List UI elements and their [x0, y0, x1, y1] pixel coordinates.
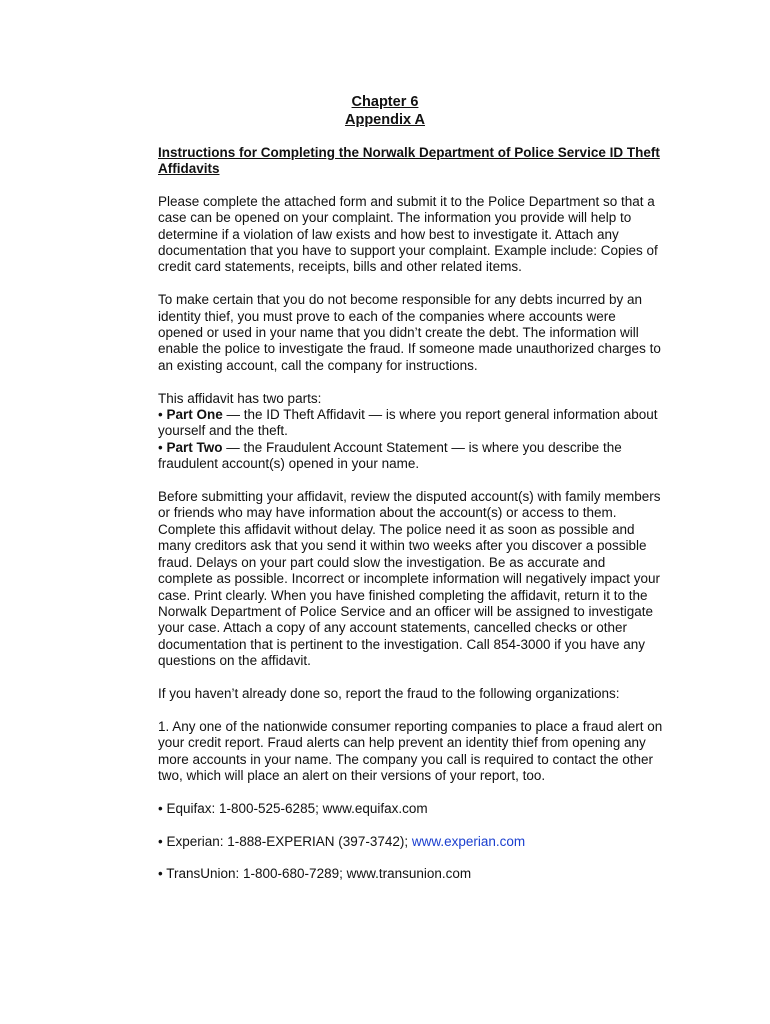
bullet-glyph: • [158, 407, 167, 423]
parts-intro: This affidavit has two parts: [158, 390, 322, 406]
appendix-title: Appendix A [344, 112, 426, 128]
paragraph-complete-form: Please complete the attached form and submit it to the Police Department so that a case can be opened on your complaint. The information you provide will help to determine if a violation of law exists and how best to investigate it. Attach any documentation that you have to support your complaint. Example include: Copies of credit card statements, receipts, bills and other related items. [158, 193, 658, 275]
chapter-title: Chapter 6 [351, 94, 419, 110]
bureau-equifax: • Equifax: 1-800-525-6285; www.equifax.com [158, 800, 428, 816]
paragraph-report-fraud: If you haven’t already done so, report the fraud to the following organizations: [158, 685, 620, 701]
experian-details: • Experian: 1-888-EXPERIAN (397-3742); [158, 833, 412, 849]
part-two-text: — the Fraudulent Account Statement — is where you describe the fraudulent account(s) opened in your name. [158, 439, 622, 472]
paragraph-make-certain: To make certain that you do not become responsible for any debts incurred by an identity thief, you must prove to each of the companies where accounts were opened or used in your name that you didn’t create the debt. The information will enable the police to investigate the fraud. If someone made unauthorized charges to an existing account, call the company for instructions. [158, 292, 661, 373]
document-body [158, 145, 663, 899]
title-block [0, 93, 770, 129]
bureau-transunion: • TransUnion: 1-800-680-7289; www.transunion.com [158, 866, 472, 882]
bureau-experian [158, 834, 663, 850]
paragraph-before-submitting: Before submitting your affidavit, review the disputed account(s) with family members or friends who may have information about the account(s) or access to them. Complete this affidavit without delay. The police need it as soon as possible and many creditors ask that you send it within two weeks after you discover a possible fraud. Delays on your part could slow the investigation. Be as accurate and complete as possible. Incorrect or incomplete information will negatively impact your case. Print clearly. When you have finished completing the affidavit, return it to the Norwalk Department of Police Service and an officer will be assigned to investigate your case. Attach a copy of any account statements, cancelled checks or other documentation that is pertinent to the investigation. Call 854-3000 if you have any questions on the affidavit. [158, 489, 661, 669]
instructions-heading: Instructions for Completing the Norwalk Department of Police Service ID Theft Affidavits [158, 145, 660, 177]
part-one-label: Part One [166, 407, 223, 423]
part-one-text: — the ID Theft Affidavit — is where you report general information about yourself and the theft. [158, 407, 658, 439]
experian-link[interactable]: www.experian.com [411, 833, 526, 849]
paragraph-consumer-reporting: 1. Any one of the nationwide consumer reporting companies to place a fraud alert on your credit report. Fraud alerts can help prevent an identity thief from opening any more accounts in your name. The company you call is required to contact the other two, which will place an alert on their versions of your report, too. [158, 718, 663, 783]
bullet-glyph: • [158, 439, 167, 455]
part-two-label: Part Two [166, 439, 223, 455]
paragraph-affidavit-parts [158, 391, 663, 473]
